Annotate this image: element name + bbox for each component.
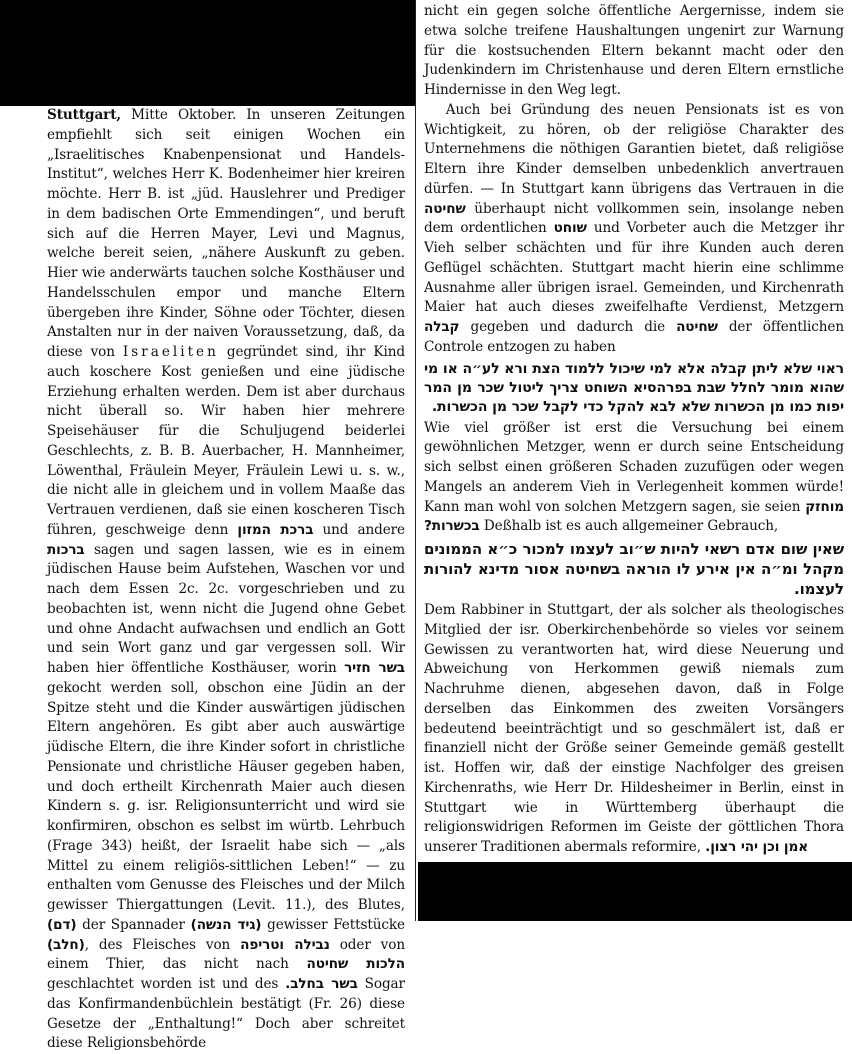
text-segment: oder von einem Thier, das nicht nach: [47, 936, 405, 973]
hebrew-term: שוחט: [553, 220, 587, 237]
text-segment: gegründet sind, ihr Kind auch koschere Kost genießen und eine jüdische Erziehung erhalten werden. Dem ist aber durchaus nicht überall so. Wir haben hier mehrere Speisehäuser für die Schuljugend beiderlei Geschlechts, z. B. B. Auerbacher, H. Mannheimer, Löwenthal, Fräulein Meyer, Fräulein Lewi u. s. w., die nicht alle in gleichem und in vollem Maaße das Vertrauen verdienen, daß sie einen koscheren Tisch führen, geschweige denn: [47, 344, 405, 538]
top-left-black-region: [0, 0, 415, 106]
spaced-word: Israeliten: [122, 344, 219, 360]
hebrew-term: (דם): [47, 916, 77, 933]
text-segment: und Vorbeter auch die Metzger ihr Vieh selber schächten und für ihre Kunden auch deren Geflügel schächten. Stuttgart macht hierin eine schlimme Ausnahme aller übrigen israel. Gemeinden, und Kirchenrath Maier hat auch dieses zweifelhafte Verdienst, Metzgern: [424, 220, 844, 316]
hebrew-quote-block: ראוי שלא ליתן קבלה אלא למי שיכול ללמוד הצת ורא לע״ה או מי שהוא מומר לחלל שבת בפרהסיא השוחט צריך ליטול שכר מן המר יפות כמו מן הכשרות שלא לבא להקל כדי לקבל שכר מן הכשרות.: [424, 360, 844, 415]
bottom-right-black-region: [418, 862, 852, 921]
text-segment: gewisser Fettstücke: [267, 916, 405, 933]
hebrew-term: הלכות שחיטה: [306, 956, 405, 973]
dateline-date: Mitte Oktober.: [131, 107, 237, 123]
hebrew-term: קבלה: [424, 319, 460, 335]
hebrew-term: נבילה וטריפה: [240, 936, 330, 953]
text-segment: gekocht werden soll, obschon eine Jüdin an der Spitze steht und die Kinder auswärtigen jüdischen Eltern angehören. Es gibt aber auch auswärtige jüdische Eltern, die ihre Kinder sofort in christliche Pensionate und christliche Häuser gegeben haben, und doch ertheilt Kirchenrath Maier auch diesen Kindern s. g. isr. Religionsunterricht und wird sie konfirmiren, obschon es selbst im würtb. Lehrbuch (Frage 343) heißt, der Israelit habe sich — „als Mittel zu einem religiös-sittlichen Leben!“ — zu enthalten vom Genusse des Fleisches und der Milch gewisser Thiergattungen (Levit. 11.), des Blutes,: [47, 679, 405, 913]
hebrew-closing: אמן וכן יהי רצון.: [705, 839, 809, 855]
left-paragraph: [47, 106, 405, 1054]
hebrew-term: (חלב): [47, 936, 85, 953]
hebrew-term: ברכות: [47, 541, 85, 558]
right-paragraph-4: [424, 601, 844, 858]
text-segment: sagen und sagen lassen, wie es in einem jüdischen Hause beim Aufstehen, Waschen vor und nach dem Essen 2c. 2c. vorgeschrieben und zu beobachten ist, wenn nicht die Jugend ohne Gebet und ohne Andacht aufwachsen und endlich an Gott und sein Wort ganz und gar vergessen soll. Wir haben hier öffentliche Kosthäuser, worin: [47, 541, 405, 676]
text-segment: gegeben und dadurch die: [470, 319, 666, 335]
text-segment: Auch bei Gründung des neuen Pensionats ist es von Wichtigkeit, zu hören, ob der religiöse Charakter des Unternehmens die nöthigen Garantien bietet, daß religiöse Eltern ihre Kinder demselben unbedenklich anvertrauen dürfen. — In Stuttgart kann übrigens das Vertrauen in die: [424, 101, 844, 197]
hebrew-term: שחיטה: [424, 200, 466, 217]
left-column: [47, 106, 405, 1052]
hebrew-term: בשר בחלב.: [285, 976, 358, 992]
right-paragraph-1: nicht ein gegen solche öffentliche Aergernisse, indem sie etwa solche treifene Haushaltungen ungenirt zur Warnung für die kostsuchenden Eltern bekannt macht oder den Judenkindern im Christenhause und deren Eltern ernstliche Hindernisse in den Weg legt.: [424, 3, 844, 98]
text-segment: Dem Rabbiner in Stuttgart, der als solcher als theologisches Mitglied der isr. Oberkirchenbehörde so vieles vor seinem Gewissen zu verantworten hat, wird diese Neuerung und Abweichung von Herkommen gewiß niemals zum Nachruhme dienen, abgesehen davon, daß in Folge derselben das Einkommen des zweiten Vorsängers bedeutend beeinträchtigt und so geschmälert ist, daß er finanziell nicht der Größe seiner Gemeinde gemäß gestellt ist. Hoffen wir, daß der einstige Nachfolger des greisen Kirchenraths, wie Herr Dr. Hildesheimer in Berlin, einst in Stuttgart wie in Württemberg überhaupt die religionswidrigen Reformen im Geiste der göttlichen Thora unserer Traditionen abermals reformire,: [424, 602, 844, 855]
dateline: Stuttgart,: [47, 107, 122, 123]
text-segment: und andere: [322, 521, 405, 538]
right-column: [424, 2, 844, 862]
hebrew-term: שחיטה: [676, 319, 718, 335]
text-segment: Wie viel größer ist erst die Versuchung bei einem gewöhnlichen Metzger, wenn er durch seine Entscheidung sich selbst einen größeren Schaden zuzufügen oder wegen Mangels an anderem Vieh in Verlegenheit kommen würde! Kann man wohl von solchen Metzgern sagen, sie seien: [424, 419, 844, 515]
column-divider: [415, 0, 416, 921]
text-segment: Sogar das Konfirmandenbüchlein bestätigt (Fr. 26) diese Gesetze der „Enthaltung!“ Doch aber schreitet diese Religionsbehörde: [47, 976, 405, 1052]
hebrew-term: בשר חזיר: [344, 660, 405, 676]
text-segment: der öffentlichen Controle entzogen zu haben: [424, 319, 844, 355]
hebrew-term: (גיד הנשה): [190, 916, 262, 933]
hebrew-term: מוחזק בכשרות?: [424, 498, 844, 535]
text-segment: der Spannader: [82, 916, 185, 933]
text-segment: geschlachtet worden ist und des: [47, 976, 279, 992]
text-segment: Deßhalb ist es auch allgemeiner Gebrauch,: [483, 518, 779, 535]
right-paragraph-3: [424, 419, 844, 538]
text-segment: , des Fleisches von: [84, 936, 231, 953]
text-segment: überhaupt nicht vollkommen sein, insolange neben dem ordentlichen: [424, 200, 844, 237]
right-paragraph-2: [424, 101, 844, 358]
hebrew-term: ברכת המזון: [237, 521, 314, 538]
hebrew-quote-block-2: שאין שום אדם רשאי להיות ש״וב לעצמו למכור כ״א הממונים מקהל ומ״ה אין אירע לו הוראה בשחיטה אסור מדינא להורות לעצמו.: [424, 540, 844, 598]
text-segment: In unseren Zeitungen empfiehlt sich seit einigen Wochen ein „Israelitisches Knabenpensionat und Handels-Institut“, welches Herr K. Bodenheimer hier kreiren möchte. Herr B. ist „jüd. Hauslehrer und Prediger in dem badischen Orte Emmendingen“, und beruft sich auf die Herren Mayer, Levi und Magnus, welche bereit seien, „nähere Auskunft zu geben. Hier wie anderwärts tauchen solche Kosthäuser und Handelsschulen empor und manche Eltern übergeben ihre Kinder, Söhne oder Töchter, diesen Anstalten nur in der naiven Voraussetzung, daß, da diese von: [47, 107, 405, 360]
